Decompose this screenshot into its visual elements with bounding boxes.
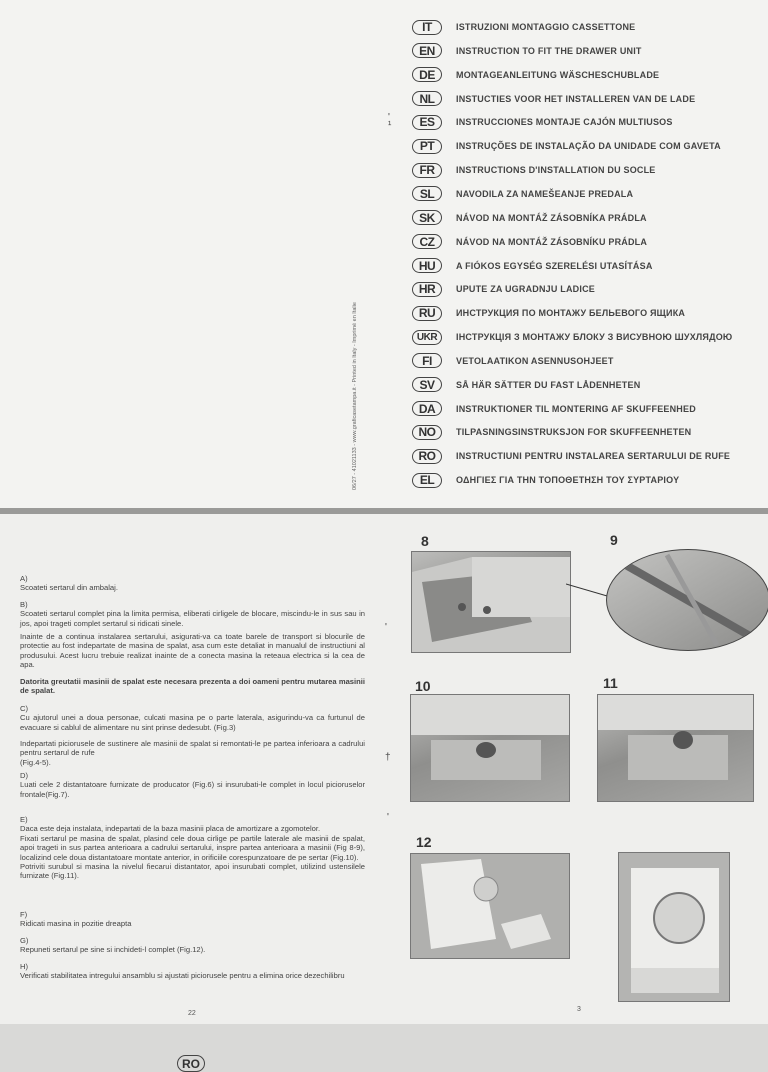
language-row-fr — [412, 160, 656, 180]
washer-on-drawer-illustration — [619, 853, 729, 1001]
language-title: MONTAGEANLEITUNG WÄSCHESCHUBLADE — [456, 69, 660, 80]
language-row-da — [412, 399, 696, 419]
figure-12-photo — [410, 853, 570, 959]
print-code: 06/27 - 41021133 - www.graficasetampa.it - Printed in Italy - Imprimé en Italie — [352, 302, 358, 490]
language-code-badge: FI — [412, 353, 442, 368]
language-title: INSTRUCTIUNI PENTRU INSTALAREA SERTARULUI DE RUFE — [456, 451, 731, 462]
language-row-sv — [412, 375, 640, 395]
margin-mark: ¹ — [388, 120, 392, 131]
language-title: INSTRUCTIONS D'INSTALLATION DU SOCLE — [456, 165, 656, 176]
language-row-nl — [412, 89, 695, 109]
margin-mark: ' — [387, 812, 389, 823]
language-title: ISTRUZIONI MONTAGGIO CASSETTONE — [456, 22, 636, 32]
figure-9-detail — [606, 549, 768, 651]
language-row-fi — [412, 351, 614, 371]
figure-label: 10 — [415, 678, 431, 694]
step-g: G) Repuneti sertarul pe sine si inchideti-l complet (Fig.12). — [20, 936, 206, 955]
figure-11-photo — [597, 694, 754, 802]
language-row-ro — [412, 446, 730, 466]
language-code-badge: CZ — [412, 234, 442, 249]
language-row-ukr — [412, 327, 732, 347]
language-row-es — [412, 112, 673, 132]
hook-detail-illustration — [607, 550, 768, 650]
language-row-pt — [412, 136, 721, 156]
assembled-unit-photo — [618, 852, 730, 1002]
language-title: INSTRUKTIONER TIL MONTERING AF SKUFFEENHED — [456, 403, 696, 414]
figure-label: 12 — [416, 834, 432, 850]
language-row-sk — [412, 208, 647, 228]
language-code-badge: NO — [412, 425, 442, 440]
language-code-badge: EN — [412, 43, 442, 58]
language-code-badge: RU — [412, 306, 442, 321]
language-title: INSTRUCCIONES MONTAJE CAJÓN MULTIUSOS — [456, 117, 673, 128]
language-row-de — [412, 65, 659, 85]
step-c: C) Cu ajutorul unei a doua personae, culcati masina pe o parte laterala, asigurindu-va ca furtunul de evacuare si cablul de alimentare nu sint prinse dedesubt. (Fig.3) — [20, 704, 365, 732]
language-code-badge: HR — [412, 282, 442, 297]
language-title: NÁVOD NA MONTÁŽ ZÁSOBNÍKA PRÁDLA — [456, 212, 647, 223]
language-row-it — [412, 17, 635, 37]
language-title: INSTRUCTION TO FIT THE DRAWER UNIT — [456, 45, 642, 56]
step-f: F) Ridicati masina in pozitie dreapta — [20, 910, 132, 929]
language-title: TILPASNINGSINSTRUKSJON FOR SKUFFEENHETEN — [456, 427, 692, 438]
language-code-badge: SV — [412, 377, 442, 392]
language-code-badge: HU — [412, 258, 442, 273]
language-title: SÅ HÄR SÄTTER DU FAST LÅDENHETEN — [456, 379, 641, 390]
language-row-en — [412, 41, 642, 61]
step-b: B) Scoateti sertarul complet pina la limita permisa, eliberati cirligele de blocare, miscindu-le in sus sau in jos, apoi trageti complet sertarul si ridicati sinele. — [20, 600, 365, 628]
language-row-hu — [412, 256, 653, 276]
margin-mark: ' — [388, 112, 390, 123]
language-code-badge: IT — [412, 20, 442, 35]
language-title: UPUTE ZA UGRADNJU LADICE — [456, 284, 595, 295]
language-row-no — [412, 422, 691, 442]
figure-label: 11 — [603, 675, 618, 691]
language-row-sl — [412, 184, 633, 204]
language-badge-ro: RO — [177, 1055, 205, 1072]
figure-8-photo — [411, 551, 571, 653]
language-title: INSTUCTIES VOOR HET INSTALLEREN VAN DE LADE — [456, 93, 696, 104]
step-c-feet: Indepartati picioruselе de sustinere ale masinii de spalat si remontati-le pe partea inferioara a cadrului pentru sertarul de rufe (Fig.4-5). — [20, 739, 365, 767]
figure-10-photo — [410, 694, 570, 802]
spacer-illustration — [411, 695, 569, 801]
language-code-badge: RO — [412, 449, 442, 464]
language-title: NÁVOD NA MONTÁŽ ZÁSOBNÍKU PRÁDLA — [456, 236, 648, 247]
step-e: E) Daca este deja instalata, indepartati de la baza masinii placa de amortizare a zgomotelor. Fixati sertarul pe masina de spalat, plasind cele doua cirlige pe partile laterale ale masinii de spalat, apoi trageti in sus partea anterioara a cadrului sertarului, inspre partea anterioara a masinii (Fig 8-9), localizind cele doua distantatoare montate anterior, in orificiile corespunzatoare de pe sertar (Fig.10). Potriviti surubul si masina la nivelul fiecarui distantator, apoi insurubati complet, utilizind ustensilele furnizate (Fig.11). — [20, 815, 365, 881]
margin-mark: ' — [385, 622, 387, 633]
figure-label: 9 — [610, 532, 618, 548]
margin-mark: † — [385, 752, 391, 763]
language-code-badge: PT — [412, 139, 442, 154]
language-code-badge: DE — [412, 67, 442, 82]
screw-illustration — [598, 695, 753, 801]
figure-label: 8 — [421, 533, 429, 549]
language-row-el — [412, 470, 679, 490]
language-row-hr — [412, 279, 595, 299]
step-a: A) Scoateti sertarul din ambalaj. — [20, 574, 118, 593]
step-h: H) Verificati stabilitatea intregului ansamblu si ajustati picioruselе pentru a elimina orice dezechilibru — [20, 962, 345, 981]
language-row-ru — [412, 303, 685, 323]
language-code-badge: FR — [412, 163, 442, 178]
cover-page — [0, 0, 768, 508]
instruction-spread — [0, 514, 768, 1071]
language-title: VETOLAATIKON ASENNUSOHJEET — [456, 355, 614, 366]
language-code-badge: ES — [412, 115, 442, 130]
language-code-badge: EL — [412, 473, 442, 488]
language-title: A FIÓKOS EGYSÉG SZERELÉSI UTASÍTÁSA — [456, 260, 653, 271]
language-code-badge: UKR — [412, 330, 442, 345]
language-title: INSTRUÇÕES DE INSTALAÇÃO DA UNIDADE COM GAVETA — [456, 141, 721, 152]
language-code-badge: DA — [412, 401, 442, 416]
language-code-badge: NL — [412, 91, 442, 106]
step-d: D) Luati cele 2 distantatoare furnizate de producator (Fig.6) si insurubati-le complet in locul picioruselor frontale(Fig.7). — [20, 771, 365, 799]
language-title: ІНСТРУКЦІЯ З МОНТАЖУ БЛОКУ З ВИСУВНОЮ ШУХЛЯДОЮ — [456, 332, 733, 343]
warning-text: Inainte de a continua instalarea sertarului, asigurati-va ca toate barele de transport si blocurile de protectie au fost indepartate de masina de spalat, asa cum este detaliat in manualul de instructiuni al produsului. Acest lucru trebuie realizat inainte de a conecta masina la reteaua electrica si la cea de apa. — [20, 632, 365, 670]
language-code-badge: SL — [412, 186, 442, 201]
two-person-note: Datorita greutatii masinii de spalat este necesara prezenta a doi oameni pentru mutarea masinii de spalat. — [20, 677, 365, 696]
language-title: ИНСТРУКЦИЯ ПО МОНТАЖУ БЕЛЬЕВОГО ЯЩИКА — [456, 308, 686, 319]
page-number-right: 3 — [577, 1006, 581, 1013]
language-title: NAVODILA ZA NAMEŠEANJE PREDALA — [456, 188, 634, 199]
drawer-hook-illustration — [412, 552, 570, 652]
language-title: ΟΔΗΓΙΕΣ ΓΙΑ ΤΗΝ ΤΟΠΟΘΕΤΗΣΗ ΤΟΥ ΣΥΡΤΑΡΙΟΥ — [456, 475, 680, 486]
language-row-cz — [412, 232, 647, 252]
washer-drawer-illustration — [411, 854, 569, 958]
language-code-badge: SK — [412, 210, 442, 225]
page-number-left: 22 — [188, 1010, 196, 1017]
